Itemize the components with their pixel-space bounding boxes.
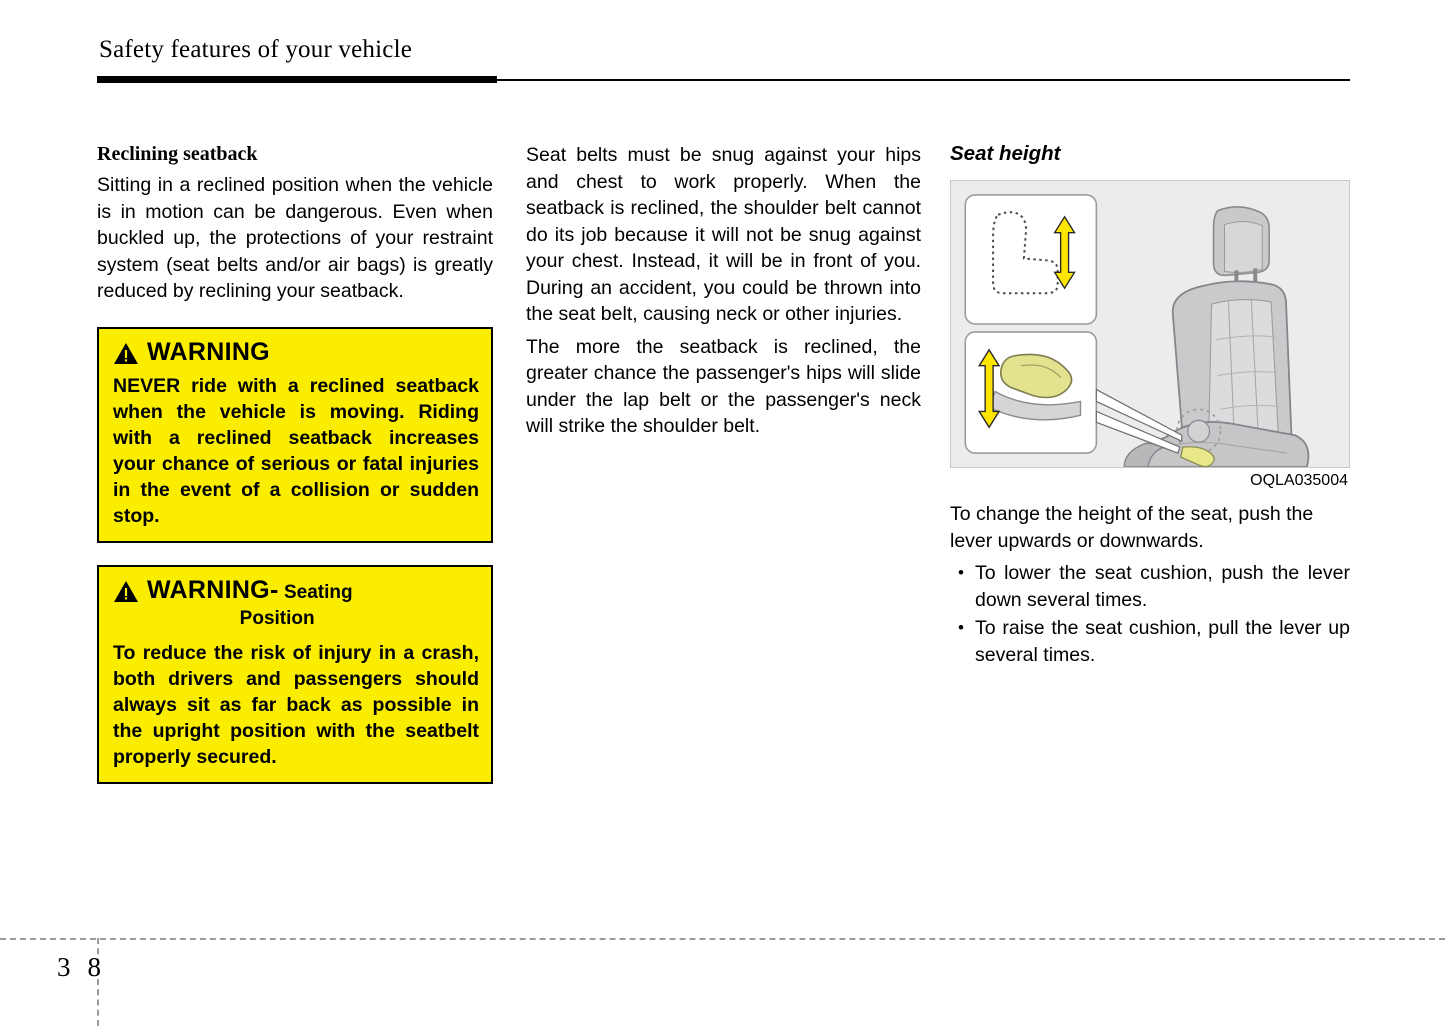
seat-height-diagram [951, 181, 1349, 467]
section-heading-seat-height: Seat height [950, 142, 1061, 165]
column-left [97, 142, 493, 784]
seat-height-bullet-list [950, 560, 1350, 668]
paragraph-reclining-seatback: Sitting in a reclined position when the vehicle is in motion can be dangerous. Even when buckled up, the protections of your restraint system (seat belts and/or air bags) is greatly reduced by reclining your seatback. [97, 174, 493, 302]
section-heading-reclining-seatback: Reclining seatback [97, 143, 258, 165]
warning-body: NEVER ride with a reclined seatback when the vehicle is moving. Riding with a reclined seatback increases your chance of serious or fatal injuries in the event of a collision or sudden stop. [113, 374, 479, 527]
warning-body: To reduce the risk of injury in a crash, both drivers and passengers should always sit as far back as possible in the upright position with the seatbelt properly secured. [113, 641, 479, 768]
warning-subtitle-line1: Seating [284, 581, 353, 603]
paragraph-seatback-reclined: The more the seatback is reclined, the greater chance the passenger's hips will slide under the lap belt or the passenger's neck will strike the shoulder belt. [526, 335, 921, 437]
warning-triangle-icon [113, 342, 139, 365]
column-middle [526, 142, 921, 440]
chapter-number: 3 [57, 952, 72, 982]
warning-triangle-icon [113, 580, 139, 603]
header-rule-thin [497, 79, 1350, 81]
warning-title: WARNING [147, 575, 270, 604]
list-item: • To raise the seat cushion, pull the lever up several times. [950, 615, 1350, 668]
warning-header [113, 339, 479, 365]
paragraph-seat-height: To change the height of the seat, push the lever upwards or downwards. [950, 503, 1314, 552]
warning-box-reclined-seatback [97, 327, 493, 543]
inset-seat-icon [965, 195, 1096, 324]
paragraph-seatbelt-snug: Seat belts must be snug against your hips and chest to work properly. When the seatback is reclined, the shoulder belt cannot do its job because it will not be snug against your chest. Instead, it will be in front of you. During an accident, you could be thrown into the seat belt, causing neck or other injuries. [526, 144, 921, 325]
warning-box-seating-position [97, 565, 493, 784]
page-number-value: 8 [87, 952, 102, 982]
warning-header [113, 577, 479, 632]
seat-height-illustration [950, 180, 1350, 468]
list-item: • To lower the seat cushion, push the lever down several times. [950, 560, 1350, 613]
warning-title: WARNING [147, 337, 270, 366]
page-title: Safety features of your vehicle [99, 36, 413, 63]
footer-divider [0, 938, 1445, 940]
column-right [950, 142, 1350, 670]
inset-lever-icon [965, 332, 1096, 453]
warning-subtitle-line2: Position [239, 607, 315, 629]
header-rule-thick [97, 76, 497, 83]
warning-dash: - [269, 575, 279, 604]
page-header [97, 36, 1350, 82]
figure-caption: OQLA035004 [1250, 472, 1348, 489]
page-number [57, 952, 102, 983]
